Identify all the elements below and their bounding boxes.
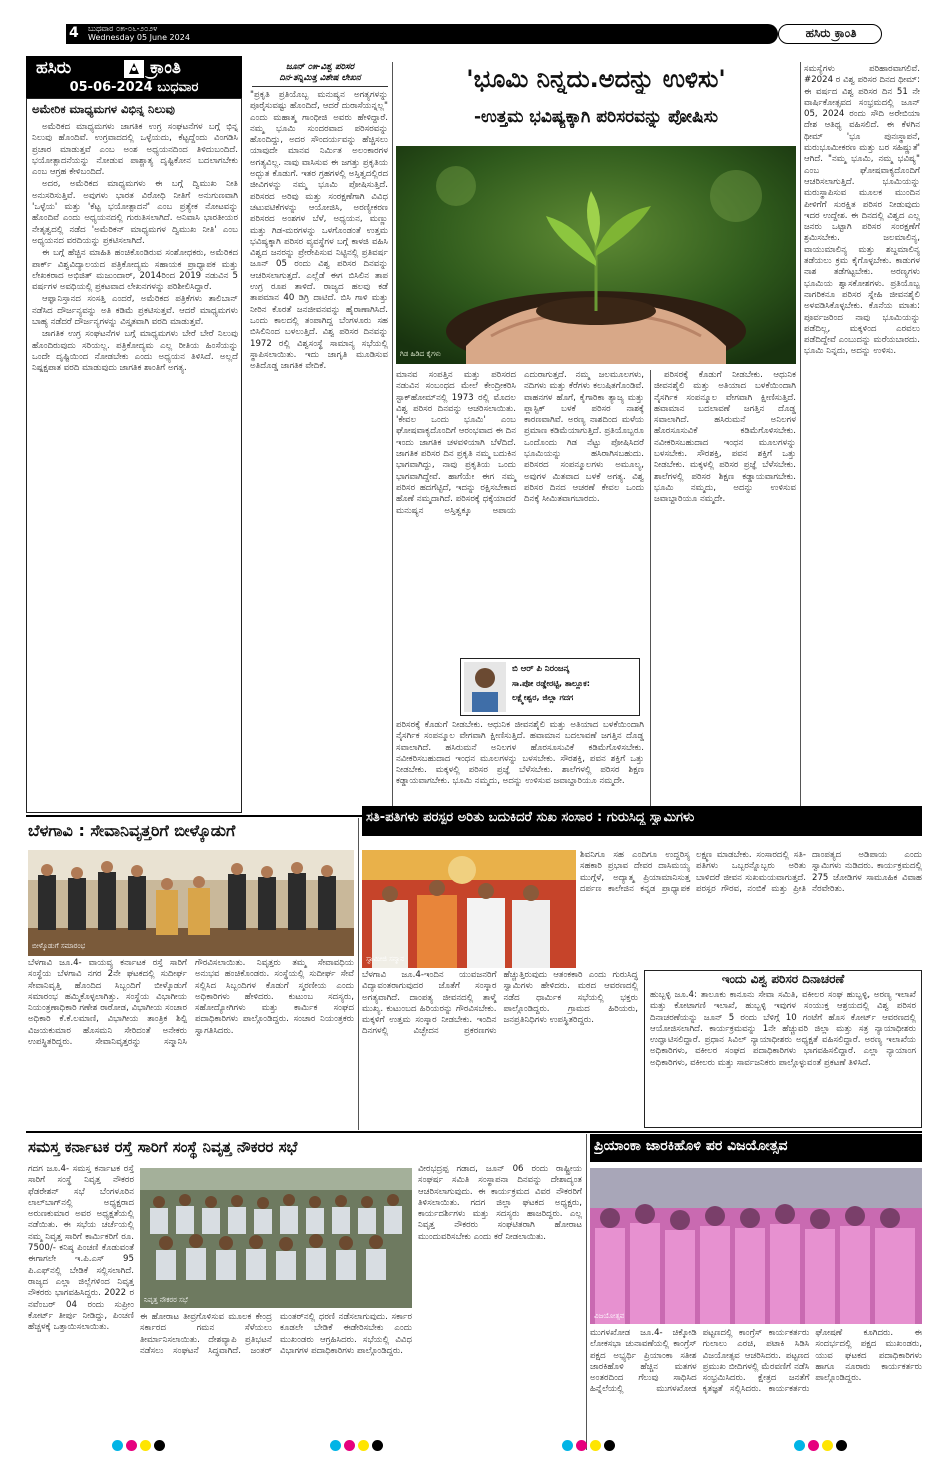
belagavi-body: ಬೆಳಗಾವಿ ಜೂ.4- ವಾಯವ್ಯ ಕರ್ನಾಟಕ ರಸ್ತೆ ಸಾರಿಗೆ ಸಂಸ್ಥೆಯ ಬೆಳಗಾವಿ ನಗರ 2ನೇ ಘಟಕದಲ್ಲಿ ಸುದೀರ್ಘ ಸೇವಾನಿವೃತ್ತಿ ಹೊಂದಿದ ಸಿಬ್ಬಂದಿಗೆ ಬೀಳ್ಕೊಡುಗೆ ಸಮಾರಂಭ ಹಮ್ಮಿಕೊಳ್ಳಲಾಗಿತ್ತು. ಸಂಸ್ಥೆಯ ವಿಭಾಗೀಯ ನಿಯಂತ್ರಣಾಧಿಕಾರಿ ಗಣೇಶ ರಾಠೋಡ, ವಿಭಾಗೀಯ ಸಂಚಾರ ಅಧಿಕಾರಿ ಕೆ.ಕೆ.ಲಮಾಣಿ, ವಿಭಾಗೀಯ ತಾಂತ್ರಿಕ ಶಿಲ್ಪಿ ವಿಜಯಕುಮಾರ ಹೊಸಮನಿ ಸೇರಿದಂತೆ ಅನೇಕರು ಉಪಸ್ಥಿತರಿದ್ದರು. ಸೇವಾನಿವೃತ್ತರನ್ನು ಸನ್ಮಾನಿಸಿ ಗೌರವಿಸಲಾಯಿತು. ನಿವೃತ್ತರು ತಮ್ಮ ಸೇವಾವಧಿಯ ಅನುಭವ ಹಂಚಿಕೊಂಡರು. ಸಂಸ್ಥೆಯಲ್ಲಿ ಸುದೀರ್ಘ ಸೇವೆ ಸಲ್ಲಿಸಿದ ಸಿಬ್ಬಂದಿಗಳ ಕೊಡುಗೆ ಸ್ಮರಣೀಯ ಎಂದು ಅಧಿಕಾರಿಗಳು ಹೇಳಿದರು. ಕುಟುಂಬ ಸದಸ್ಯರು, ಸಹೋದ್ಯೋಗಿಗಳು ಮತ್ತು ಕಾರ್ಮಿಕ ಸಂಘದ ಪದಾಧಿಕಾರಿಗಳು ಪಾಲ್ಗೊಂಡಿದ್ದರು. ಸಂಚಾರ ನಿಯಂತ್ರಕರು ಸ್ವಾಗತಿಸಿದರು.	[28, 958, 354, 1048]
page-number: 4	[69, 25, 79, 41]
guru-headline: ಸತಿ-ಪತಿಗಳು ಪರಸ್ಪರ ಅರಿತು ಬದುಕಿದರೆ ಸುಖ ಸಂಸಾರ : ಗುರುಸಿದ್ಧ ಸ್ವಾಮಿಗಳು	[366, 810, 695, 825]
registration-dot-cyan	[794, 1440, 805, 1451]
editorial-paragraph: ಆಫ್ಘಾನಿಸ್ತಾನದ ಸಂಸತ್ತಿ ಎಂದರೆ, ಅಮೆರಿಕದ ಪತ್ರಿಕೆಗಳು ತಾಲಿಬಾನ್ ನಡೆಸಿದ ದೌರ್ಜನ್ಯವನ್ನು ಅತಿ ಕಡಿಮೆ ಪ್ರಕಟಿಸುತ್ತವೆ. ಆದರೆ ಮಾಧ್ಯಮಗಳು ಬಾಹ್ಯ ನಡೆದರೆ ದೌರ್ಜನ್ಯಗಳನ್ನು ವಿಸ್ತೃತವಾಗಿ ವರದಿ ಮಾಡುತ್ತವೆ.	[32, 294, 238, 328]
env-author-address2: ಲಕ್ಷ್ಮೇಶ್ವರ, ಜಿಲ್ಲಾ ಗದಗ	[512, 693, 574, 702]
registration-dot-black	[372, 1440, 383, 1451]
masthead-name-left: ಹಸಿರು	[36, 58, 72, 78]
registration-dot-black	[154, 1440, 165, 1451]
registration-dot-magenta	[126, 1440, 137, 1451]
env-day-body: ಹುಬ್ಬಳ್ಳಿ ಜೂ.4: ತಾಲೂಕು ಕಾನೂನು ಸೇವಾ ಸಮಿತಿ, ವಕೀಲರ ಸಂಘ ಹುಬ್ಬಳ್ಳಿ, ಅರಣ್ಯ ಇಲಾಖೆ ಮತ್ತು ಕೋಟಾಗಣಿ ಇಲಾಖೆ, ಹುಬ್ಬಳ್ಳಿ ಇವುಗಳ ಸಂಯುಕ್ತ ಆಶ್ರಯದಲ್ಲಿ ವಿಶ್ವ ಪರಿಸರ ದಿನಾಚರಣೆಯನ್ನು ಜೂನ್ 5 ರಂದು ಬೆಳಿಗ್ಗೆ 10 ಗಂಟೆಗೆ ಹೊಸ ಕೋರ್ಟ್ ಆವರಣದಲ್ಲಿ ಆಯೋಜಿಸಲಾಗಿದೆ. ಕಾರ್ಯಕ್ರಮವನ್ನು 1ನೇ ಹೆಚ್ಚುವರಿ ಜಿಲ್ಲಾ ಮತ್ತು ಸತ್ರ ನ್ಯಾಯಾಧೀಶರು ಉದ್ಘಾಟಿಸಲಿದ್ದಾರೆ. ಪ್ರಧಾನ ಸಿವಿಲ್ ನ್ಯಾಯಾಧೀಶರು ಅಧ್ಯಕ್ಷತೆ ವಹಿಸಲಿದ್ದಾರೆ. ಅರಣ್ಯ ಇಲಾಖೆಯ ಅಧಿಕಾರಿಗಳು, ವಕೀಲರ ಸಂಘದ ಪದಾಧಿಕಾರಿಗಳು ಭಾಗವಹಿಸಲಿದ್ದಾರೆ. ಎಲ್ಲಾ ನ್ಯಾಯಾಂಗ ಅಧಿಕಾರಿಗಳು, ವಕೀಲರು ಮತ್ತು ಸಾರ್ವಜನಿಕರು ಪಾಲ್ಗೊಳ್ಳುವಂತೆ ಪ್ರಕಟಣೆ ತಿಳಿಸಿದೆ.	[650, 990, 916, 1068]
env-photo-alt: ಗಿಡ ಹಿಡಿದ ಕೈಗಳು	[400, 350, 441, 358]
priyanka-photo	[590, 1168, 922, 1324]
env-col-rule	[392, 62, 393, 812]
env-col-rule-2	[650, 370, 651, 810]
retired-rule	[586, 1134, 587, 1450]
masthead-date: 05-06-2024 ಬುಧವಾರ	[69, 80, 199, 95]
editorial-title: ಅಮೇರಿಕ ಮಾಧ್ಯಮಗಳ ವಿಭಿನ್ನ ನಿಲುವು	[32, 102, 175, 116]
env-col3: ಪರಿಸರಕ್ಕೆ ಕೊಡುಗೆ ನೀಡಬೇಕು. ಆಧುನಿಕ ಜೀವನಶೈಲಿ ಮತ್ತು ಅತಿಯಾದ ಬಳಕೆಯಿಂದಾಗಿ ನೈಸರ್ಗಿಕ ಸಂಪನ್ಮೂಲ ವೇಗವಾಗಿ ಕ್ಷೀಣಿಸುತ್ತಿದೆ. ಹವಾಮಾನ ಬದಲಾವಣೆ ಜಗತ್ತಿನ ದೊಡ್ಡ ಸವಾಲಾಗಿದೆ. ಹಸಿರುಮನೆ ಅನಿಲಗಳ ಹೊರಸೂಸುವಿಕೆ ಕಡಿಮೆಗೊಳಿಸಬೇಕು. ನವೀಕರಿಸಬಹುದಾದ ಇಂಧನ ಮೂಲಗಳನ್ನು ಬಳಸಬೇಕು. ಸೌರಶಕ್ತಿ, ಪವನ ಶಕ್ತಿಗೆ ಒತ್ತು ನೀಡಬೇಕು. ಮಕ್ಕಳಲ್ಲಿ ಪರಿಸರ ಪ್ರಜ್ಞೆ ಬೆಳೆಸಬೇಕು. ಶಾಲೆಗಳಲ್ಲಿ ಪರಿಸರ ಶಿಕ್ಷಣ ಕಡ್ಡಾಯವಾಗಬೇಕು. ಭೂಮಿ ನಮ್ಮದು, ಅದನ್ನು ಉಳಿಸುವ ಜವಾಬ್ದಾರಿಯೂ ನಮ್ಮದೇ.	[396, 720, 644, 787]
registration-dot-black	[604, 1440, 615, 1451]
belagavi-photo	[28, 850, 354, 956]
priyanka-body: ಮುಗಳಖೋಡ ಜೂ.4- ಚಿಕ್ಕೋಡಿ ಲೋಕಸಭಾ ಚುನಾವಣೆಯಲ್ಲಿ ಕಾಂಗ್ರೆಸ್ ಪಕ್ಷದ ಅಭ್ಯರ್ಥಿ ಪ್ರಿಯಾಂಕಾ ಸತೀಶ ಜಾರಕಿಹೊಳಿ ಹೆಚ್ಚಿನ ಮತಗಳ ಅಂತರದಿಂದ ಗೆಲುವು ಸಾಧಿಸಿದ ಹಿನ್ನೆಲೆಯಲ್ಲಿ ಮುಗಳಖೋಡ ಪಟ್ಟಣದಲ್ಲಿ ಕಾಂಗ್ರೆಸ್ ಕಾರ್ಯಕರ್ತರು ಗುಲಾಲು ಎರಚಿ, ಪಟಾಕಿ ಸಿಡಿಸಿ ವಿಜಯೋತ್ಸವ ಆಚರಿಸಿದರು. ಪಟ್ಟಣದ ಪ್ರಮುಖ ಬೀದಿಗಳಲ್ಲಿ ಮೆರವಣಿಗೆ ನಡೆಸಿ ಸಂಭ್ರಮಿಸಿದರು. ಕ್ಷೇತ್ರದ ಜನತೆಗೆ ಕೃತಜ್ಞತೆ ಸಲ್ಲಿಸಿದರು. ಕಾರ್ಯಕರ್ತರು ಘೋಷಣೆ ಕೂಗಿದರು. ಈ ಸಂದರ್ಭದಲ್ಲಿ ಪಕ್ಷದ ಮುಖಂಡರು, ಯುವ ಘಟಕದ ಪದಾಧಿಕಾರಿಗಳು ಹಾಗೂ ನೂರಾರು ಕಾರ್ಯಕರ್ತರು ಪಾಲ್ಗೊಂಡಿದ್ದರು.	[590, 1328, 922, 1395]
editorial-paragraph: ಈ ಬಗ್ಗೆ ಹೆಚ್ಚಿನ ಮಾಹಿತಿ ಹಂಚಿಕೊಂಡಿರುವ ಸಂಶೋಧಕರು, ಅಮೆರಿಕದ ಪಾರ್ಕ್ ವಿಶ್ವವಿದ್ಯಾಲಯದ ಪತ್ರಿಕೋದ್ಯಮ ಸಹಾಯಕ ಪ್ರಾಧ್ಯಾಪಕ ಮತ್ತು ಲೇಖಕರಾದ ಅಭಿಜಿತ್ ಮಜುಂದಾರ್, 2014ರಿಂದ 2019 ನಡುವಿನ 5 ವರ್ಷಗಳ ಅವಧಿಯಲ್ಲಿ ಪ್ರಕಟವಾದ ಲೇಖನಗಳನ್ನು ಪರಿಶೀಲಿಸಿದ್ದಾರೆ.	[32, 248, 238, 293]
env-subhead: -ಉತ್ತಮ ಭವಿಷ್ಯಕ್ಕಾಗಿ ಪರಿಸರವನ್ನು ಪೋಷಿಸು	[473, 107, 719, 127]
registration-dot-yellow	[822, 1440, 833, 1451]
env-col4: ಸಮಸ್ಯೆಗಳು ಪರಿಹಾರವಾಗಲಿವೆ. #2024 ರ ವಿಶ್ವ ಪರಿಸರ ದಿನದ ಥೀಮ್: ಈ ವರ್ಷದ ವಿಶ್ವ ಪರಿಸರ ದಿನ 51 ನೇ ವಾರ್ಷಿಕೋತ್ಸವದ ಸಂಭ್ರಮದಲ್ಲಿ ಜೂನ್ 05, 2024 ರಂದು ಸೌದಿ ಅರೇಬಿಯಾ ದೇಶ ಆತಿಥ್ಯ ವಹಿಸಲಿದೆ. ಈ ಕೆಳಗಿನ ಥೀಮ್ 'ಭೂ ಪುನಃಸ್ಥಾಪನೆ, ಮರುಭೂಮೀಕರಣ ಮತ್ತು ಬರ ಸಹಿಷ್ಣುತೆ' ಆಗಿದೆ. "ನಮ್ಮ ಭೂಮಿ, ನಮ್ಮ ಭವಿಷ್ಯ" ಎಂಬ ಘೋಷವಾಕ್ಯದೊಂದಿಗೆ ಆಚರಿಸಲಾಗುತ್ತಿದೆ. ಭೂಮಿಯನ್ನು ಮರುಸ್ಥಾಪಿಸುವ ಮೂಲಕ ಮುಂದಿನ ಪೀಳಿಗೆಗೆ ಸುರಕ್ಷಿತ ಪರಿಸರ ನೀಡುವುದು ಇದರ ಉದ್ದೇಶ. ಈ ದಿನದಲ್ಲಿ ವಿಶ್ವದ ಎಲ್ಲ ಜನರು ಒಟ್ಟಾಗಿ ಪರಿಸರ ಸಂರಕ್ಷಣೆಗೆ ಶ್ರಮಿಸಬೇಕು. ಜಲಮಾಲಿನ್ಯ, ವಾಯುಮಾಲಿನ್ಯ ಮತ್ತು ಶಬ್ದಮಾಲಿನ್ಯ ತಡೆಯಲು ಕ್ರಮ ಕೈಗೊಳ್ಳಬೇಕು. ಕಾಡುಗಳ ನಾಶ ತಡೆಗಟ್ಟಬೇಕು. ಅರಣ್ಯಗಳು ಭೂಮಿಯ ಶ್ವಾಸಕೋಶಗಳು. ಪ್ರತಿಯೊಬ್ಬ ನಾಗರಿಕನೂ ಪರಿಸರ ಸ್ನೇಹಿ ಜೀವನಶೈಲಿ ಅಳವಡಿಸಿಕೊಳ್ಳಬೇಕು. ಕೊನೆಯ ಮಾತು: ಪೂರ್ವಜರಿಂದ ನಾವು ಭೂಮಿಯನ್ನು ಪಡೆದಿಲ್ಲ, ಮಕ್ಕಳಿಂದ ಎರವಲು ಪಡೆದಿದ್ದೇವೆ ಎಂಬುದನ್ನು ಮರೆಯಬಾರದು. ಭೂಮಿ ನಿನ್ನದು, ಅದನ್ನು ಉಳಿಸು.	[804, 64, 920, 357]
section-rule-2	[26, 1131, 922, 1133]
masthead-logo-icon	[124, 60, 144, 78]
env-author-address1: ಸಾ.ಪೋ ರಡ್ಡೇರಟ್ಟಿ, ತಾಲ್ಲೂಕ:	[512, 679, 590, 688]
env-kicker-line2: ದಿನ-ತನ್ನಿಮಿತ್ತ ವಿಶೇಷ ಲೇಖನ	[279, 73, 361, 83]
editorial-paragraph: ಅಮೆರಿಕದ ಮಾಧ್ಯಮಗಳು ಜಾಗತಿಕ ಉಗ್ರ ಸಂಘಟನೆಗಳ ಬಗ್ಗೆ ಭಿನ್ನ ನಿಲುವು ಹೊಂದಿವೆ. ಉಗ್ರವಾದದಲ್ಲಿ ಒಳ್ಳೆಯದು, ಕೆಟ್ಟದ್ದೆಂದು ವಿಂಗಡಿಸಿ ಪ್ರಚಾರ ಮಾಡುತ್ತವೆ ಎಂಬ ಅಂಶ ಅಧ್ಯಯನದಿಂದ ತಿಳಿದುಬಂದಿದೆ. ಭಯೋತ್ಪಾದನೆಯನ್ನು ನೋಡುವ ಪಾಶ್ಚಾತ್ಯ ದೃಷ್ಟಿಕೋನ ಬದಲಾಗಬೇಕು ಎಂಬ ಆಗ್ರಹ ಕೇಳಿಬಂದಿದೆ.	[32, 122, 238, 178]
masthead	[26, 56, 242, 98]
belagavi-rule	[358, 818, 359, 1130]
env-kicker-line1: ಜೂನ್ ೦೫-ವಿಶ್ವ ಪರಿಸರ	[285, 62, 355, 72]
registration-dot-cyan	[330, 1440, 341, 1451]
retired-col2: ಈ ಹೋರಾಟ ತೀವ್ರಗೊಳಿಸುವ ಮೂಲಕ ಕೇಂದ್ರ ಸರ್ಕಾರದ ಗಮನ ಸೆಳೆಯಲು ತೀರ್ಮಾನಿಸಲಾಯಿತು. ದೇಶವ್ಯಾಪಿ ಪ್ರತಿಭಟನೆ ನಡೆಸಲು ಸಂಘಟನೆ ಸಿದ್ಧವಾಗಿದೆ. ಜಂತರ್ ಮಂತರ್‌ನಲ್ಲಿ ಧರಣಿ ನಡೆಸಲಾಗುವುದು. ಸರ್ಕಾರ ಕೂಡಲೇ ಬೇಡಿಕೆ ಈಡೇರಿಸಬೇಕು ಎಂದು ಮುಖಂಡರು ಆಗ್ರಹಿಸಿದರು. ಸಭೆಯಲ್ಲಿ ವಿವಿಧ ವಿಭಾಗಗಳ ಪದಾಧಿಕಾರಿಗಳು ಪಾಲ್ಗೊಂಡಿದ್ದರು.	[140, 1312, 412, 1356]
env-col2: ಮಾನವ ಸಂಪತ್ತಿನ ಮತ್ತು ಪರಿಸರದ ನಡುವಿನ ಸಂಬಂಧದ ಮೇಲೆ ಕೇಂದ್ರೀಕರಿಸಿ ಸ್ಟಾಕ್‌ಹೋಮ್‌ನಲ್ಲಿ 1973 ರಲ್ಲಿ ಮೊದಲ ವಿಶ್ವ ಪರಿಸರ ದಿನವನ್ನು ಆಚರಿಸಲಾಯಿತು. 'ಕೇವಲ ಒಂದು ಭೂಮಿ' ಎಂಬ ಘೋಷವಾಕ್ಯದೊಂದಿಗೆ ಆರಂಭವಾದ ಈ ದಿನ ಇಂದು ಜಾಗತಿಕ ಚಳವಳಿಯಾಗಿ ಬೆಳೆದಿದೆ. ಜಾಗತಿಕ ಪರಿಸರ ದಿನ ಪ್ರಕೃತಿ ನಮ್ಮ ಬದುಕಿನ ಭಾಗವಾಗಿದ್ದು, ನಾವು ಪ್ರಕೃತಿಯ ಒಂದು ಭಾಗವಾಗಿದ್ದೇವೆ. ಹಾಗೆಯೇ ಈಗ ನಮ್ಮ ಪರಿಸರ ಹದಗೆಟ್ಟಿದೆ, ಇದನ್ನು ರಕ್ಷಿಸಬೇಕಾದ ಹೊಣೆ ನಮ್ಮದಾಗಿದೆ. ಪರಿಸರಕ್ಕೆ ಧಕ್ಕೆಯಾದರೆ ಮನುಷ್ಯನ ಅಸ್ತಿತ್ವಕ್ಕೂ ಅಪಾಯ ಎದುರಾಗುತ್ತದೆ. ನಮ್ಮ ಜಲಮೂಲಗಳು, ನದಿಗಳು ಮತ್ತು ಕೆರೆಗಳು ಕಲುಷಿತಗೊಂಡಿವೆ. ವಾಹನಗಳ ಹೊಗೆ, ಕೈಗಾರಿಕಾ ತ್ಯಾಜ್ಯ ಮತ್ತು ಪ್ಲಾಸ್ಟಿಕ್ ಬಳಕೆ ಪರಿಸರ ನಾಶಕ್ಕೆ ಕಾರಣವಾಗಿವೆ. ಅರಣ್ಯ ನಾಶದಿಂದ ಮಳೆಯ ಪ್ರಮಾಣ ಕಡಿಮೆಯಾಗುತ್ತಿದೆ. ಪ್ರತಿಯೊಬ್ಬರೂ ಒಂದೊಂದು ಗಿಡ ನೆಟ್ಟು ಪೋಷಿಸಿದರೆ ಭೂಮಿಯನ್ನು ಹಸಿರಾಗಿಸಬಹುದು. ಪರಿಸರದ ಸಂಪನ್ಮೂಲಗಳು ಅಮೂಲ್ಯ, ಅವುಗಳ ಮಿತವಾದ ಬಳಕೆ ಅಗತ್ಯ. ವಿಶ್ವ ಪರಿಸರ ದಿನದ ಆಚರಣೆ ಕೇವಲ ಒಂದು ದಿನಕ್ಕೆ ಸೀಮಿತವಾಗಬಾರದು.	[396, 370, 644, 516]
header-date-en: Wednesday 05 June 2024	[88, 33, 190, 42]
retired-col1: ಗದಗ ಜೂ.4- ಸಮಸ್ತ ಕರ್ನಾಟಕ ರಸ್ತೆ ಸಾರಿಗೆ ಸಂಸ್ಥೆ ನಿವೃತ್ತ ನೌಕರರ ಫೆಡರೇಶನ್ ಸಭೆ ಬೆಂಗಳೂರಿನ ಲಾಲ್‌ಬಾಗ್‌ನಲ್ಲಿ ಅಧ್ಯಕ್ಷರಾದ ಅರುಣಕುಮಾರ ಅವರ ಅಧ್ಯಕ್ಷತೆಯಲ್ಲಿ ನಡೆಯಿತು. ಈ ಸಭೆಯ ಚರ್ಚೆಯಲ್ಲಿ ನಮ್ಮ ನಿವೃತ್ತ ಸಾರಿಗೆ ಕಾರ್ಮಿಕರಿಗೆ ರೂ. 7500/- ಕನಿಷ್ಠ ಪಿಂಚಣಿ ಕೊಡುವಂತೆ ಈಗಾಗಲೇ ಇ.ಪಿ.ಎಸ್ 95 ಪಿ.ಎಫ್‌ನಲ್ಲಿ ಬೇಡಿಕೆ ಸಲ್ಲಿಸಲಾಗಿದೆ. ರಾಜ್ಯದ ಎಲ್ಲಾ ಜಿಲ್ಲೆಗಳಿಂದ ನಿವೃತ್ತ ನೌಕರರು ಭಾಗವಹಿಸಿದ್ದರು. 2022 ರ ನವೆಂಬರ್ 04 ರಂದು ಸುಪ್ರೀಂ ಕೋರ್ಟ್ ತೀರ್ಪು ನೀಡಿದ್ದು, ಪಿಂಚಣಿ ಹೆಚ್ಚಳಕ್ಕೆ ಒತ್ತಾಯಿಸಲಾಯಿತು.	[28, 1164, 134, 1333]
priyanka-photo-alt: ವಿಜಯೋತ್ಸವ	[594, 1312, 625, 1320]
editorial-paragraph: ಜಾಗತಿಕ ಉಗ್ರ ಸಂಘಟನೆಗಳ ಬಗ್ಗೆ ಮಾಧ್ಯಮಗಳು ಬೇರೆ ಬೇರೆ ನಿಲುವು ಹೊಂದಿರುವುದು ಸರಿಯಲ್ಲ. ಪತ್ರಿಕೋದ್ಯಮ ಎಲ್ಲ ರೀತಿಯ ಹಿಂಸೆಯನ್ನು ಒಂದೇ ದೃಷ್ಟಿಯಿಂದ ನೋಡಬೇಕು ಎಂದು ಅಧ್ಯಯನ ತಿಳಿಸಿದೆ. ಅಲ್ಲದೆ ನಿಷ್ಪಕ್ಷಪಾತ ವರದಿ ಮಾಡುವುದು ಜಾಗತಿಕ ಶಾಂತಿಗೆ ಅಗತ್ಯ.	[32, 329, 238, 374]
belagavi-photo-alt: ಬೀಳ್ಕೊಡುಗೆ ಸಮಾರಂಭ	[32, 942, 86, 950]
env-author-name: ಬಿ ಆರ್ ಪಿ ನಿರಂಜನ್ಕ	[512, 664, 570, 674]
priyanka-headline: ಪ್ರಿಯಾಂಕಾ ಜಾರಕಿಹೊಳಿ ಪರ ವಿಜಯೋತ್ಸವ	[594, 1138, 788, 1154]
env-col-rule-3	[800, 62, 801, 812]
registration-dot-cyan	[562, 1440, 573, 1451]
retired-photo	[140, 1168, 412, 1308]
belagavi-headline: ಬೆಳಗಾವಿ : ಸೇವಾನಿವೃತ್ತರಿಗೆ ಬೀಳ್ಕೊಡುಗೆ	[28, 821, 236, 840]
env-kicker	[250, 62, 390, 84]
editorial-body	[32, 122, 238, 808]
registration-dot-yellow	[590, 1440, 601, 1451]
registration-dot-cyan	[112, 1440, 123, 1451]
env-kicker-rule	[252, 86, 388, 87]
env-author-photo	[464, 662, 506, 712]
guru-body1: ಶಿವನಿಗೂ ಸಹ ಎಂದಿಗೂ ಉದ್ದರಿಸ್ಯ ಸಹಕಾರಿ ಪ್ರಭಾವ ದೇವರ ದಾಸಿಮಯ್ಯ ಮುಗ್ಗೆಳೆ, ಅದ್ಯಾತ್ಮ ಪ್ರಿಯಾಮಾನಿಸುತ್ತ ದರ್ಪಣ ಕಾಲೇಜಿನ ಕನ್ನಡ ಪ್ರಾಧ್ಯಾಪಕ ಲಕ್ಷ್ಮಣ ಮಾಡಬೇಕು. ಸಂಸಾರದಲ್ಲಿ ಸತಿ-ಪತಿಗಳು ಒಬ್ಬರನ್ನೊಬ್ಬರು ಅರಿತು ಬಾಳಿದರೆ ಜೀವನ ಸುಖಮಯವಾಗುತ್ತದೆ. ಪರಸ್ಪರ ಗೌರವ, ನಂಬಿಕೆ ಮತ್ತು ಪ್ರೀತಿ ದಾಂಪತ್ಯದ ಅಡಿಪಾಯ ಎಂದು ಸ್ವಾಮಿಗಳು ನುಡಿದರು. ಕಾರ್ಯಕ್ರಮದಲ್ಲಿ 275 ಜೋಡಿಗಳ ಸಾಮೂಹಿಕ ವಿವಾಹ ನೆರವೇರಿತು.	[580, 850, 922, 894]
retired-photo-alt: ನಿವೃತ್ತ ನೌಕರರ ಸಭೆ	[144, 1296, 188, 1304]
header-date-kn: ಬುಧವಾರ ೦೫-೦೬-೨೦೨೪	[88, 24, 158, 33]
registration-dot-magenta	[808, 1440, 819, 1451]
env-day-headline: ಇಂದು ವಿಶ್ವ ಪರಿಸರ ದಿನಾಚರಣೆ	[721, 972, 845, 986]
editorial-paragraph: ಅದರ, ಅಮೆರಿಕದ ಮಾಧ್ಯಮಗಳು ಈ ಬಗ್ಗೆ ದ್ವಿಮುಖ ನೀತಿ ಅನುಸರಿಸುತ್ತಿವೆ. ಅವುಗಳು ಭಾರತ ವಿರೋಧಿ ನೀತಿಗೆ ಅನುಗುಣವಾಗಿ 'ಒಳ್ಳೆಯ' ಮತ್ತು 'ಕೆಟ್ಟ ಭಯೋತ್ಪಾದನೆ' ಎಂಬ ಪ್ರತ್ಯೇಕ ನೋಟವನ್ನು ಹೊಂದಿವೆ ಎಂದು ಅಧ್ಯಯನದಲ್ಲಿ ಗುರುತಿಸಲಾಗಿದೆ. ಅನಿವಾಸಿ ಭಾರತೀಯರ ನೇತೃತ್ವದಲ್ಲಿ ನಡೆದ 'ಅಮೆರಿಕನ್ ಮಾಧ್ಯಮಗಳ ದ್ವಿಮುಖ ನೀತಿ' ಎಂಬ ಅಧ್ಯಯನದ ವರದಿಯನ್ನು ಪ್ರಕಟಿಸಲಾಗಿದೆ.	[32, 179, 238, 246]
masthead-name-right: ಕ್ರಾಂತಿ	[150, 58, 181, 78]
env-col4-more: ಪರಿಸರಕ್ಕೆ ಕೊಡುಗೆ ನೀಡಬೇಕು. ಆಧುನಿಕ ಜೀವನಶೈಲಿ ಮತ್ತು ಅತಿಯಾದ ಬಳಕೆಯಿಂದಾಗಿ ನೈಸರ್ಗಿಕ ಸಂಪನ್ಮೂಲ ವೇಗವಾಗಿ ಕ್ಷೀಣಿಸುತ್ತಿದೆ. ಹವಾಮಾನ ಬದಲಾವಣೆ ಜಗತ್ತಿನ ದೊಡ್ಡ ಸವಾಲಾಗಿದೆ. ಹಸಿರುಮನೆ ಅನಿಲಗಳ ಹೊರಸೂಸುವಿಕೆ ಕಡಿಮೆಗೊಳಿಸಬೇಕು. ನವೀಕರಿಸಬಹುದಾದ ಇಂಧನ ಮೂಲಗಳನ್ನು ಬಳಸಬೇಕು. ಸೌರಶಕ್ತಿ, ಪವನ ಶಕ್ತಿಗೆ ಒತ್ತು ನೀಡಬೇಕು. ಮಕ್ಕಳಲ್ಲಿ ಪರಿಸರ ಪ್ರಜ್ಞೆ ಬೆಳೆಸಬೇಕು. ಶಾಲೆಗಳಲ್ಲಿ ಪರಿಸರ ಶಿಕ್ಷಣ ಕಡ್ಡಾಯವಾಗಬೇಕು. ಭೂಮಿ ನಮ್ಮದು, ಅದನ್ನು ಉಳಿಸುವ ಜವಾಬ್ದಾರಿಯೂ ನಮ್ಮದೇ.	[654, 370, 796, 505]
env-col4-continued	[654, 370, 796, 810]
header-paper-name: ಹಸಿರು ಕ್ರಾಂತಿ	[805, 26, 857, 40]
registration-dot-black	[836, 1440, 847, 1451]
guru-photo	[362, 850, 576, 968]
registration-dot-magenta	[344, 1440, 355, 1451]
registration-dot-yellow	[358, 1440, 369, 1451]
top-header	[0, 0, 945, 46]
retired-col3: ವೀರಭದ್ರಪ್ಪ ಗಡಾದ, ಜೂನ್ 06 ರಂದು ರಾಷ್ಟ್ರೀಯ ಸಂಘರ್ಷ ಸಮಿತಿ ಸಂಸ್ಥಾಪನಾ ದಿನವನ್ನು ದೇಶಾದ್ಯಂತ ಆಚರಿಸಲಾಗುವುದು. ಈ ಕಾರ್ಯಕ್ರಮದ ವಿವರ ನೌಕರರಿಗೆ ತಿಳಿಸಲಾಯಿತು. ಗದಗ ಜಿಲ್ಲಾ ಘಟಕದ ಅಧ್ಯಕ್ಷರು, ಕಾರ್ಯದರ್ಶಿಗಳು ಮತ್ತು ಸದಸ್ಯರು ಹಾಜರಿದ್ದರು. ಎಲ್ಲ ನಿವೃತ್ತ ನೌಕರರು ಸಂಘಟಿತರಾಗಿ ಹೋರಾಟ ಮುಂದುವರಿಸಬೇಕು ಎಂದು ಕರೆ ನೀಡಲಾಯಿತು.	[418, 1164, 582, 1242]
env-col1: "ಪ್ರಕೃತಿ ಪ್ರತಿಯೊಬ್ಬ ಮನುಷ್ಯನ ಅಗತ್ಯಗಳನ್ನು ಪೂರೈಸುವಷ್ಟು ಹೊಂದಿದೆ, ಆದರೆ ದುರಾಸೆಯನ್ನಲ್ಲ" ಎಂದು ಮಹಾತ್ಮ ಗಾಂಧೀಜಿ ಅವರು ಹೇಳಿದ್ದಾರೆ. ನಮ್ಮ ಭೂಮಿ ಸುಂದರವಾದ ಪರಿಸರವನ್ನು ಹೊಂದಿದ್ದು, ಅದರ ಸೌಂದರ್ಯವನ್ನು ಹೆಚ್ಚಿಸಲು ಯಾವುದೇ ಮಾನವ ನಿರ್ಮಿತ ಅಲಂಕಾರಗಳ ಅಗತ್ಯವಿಲ್ಲ. ನಾವು ವಾಸಿಸುವ ಈ ಜಗತ್ತು ಪ್ರಕೃತಿಯ ಅದ್ಭುತ ಕೊಡುಗೆ. ಇತರ ಗ್ರಹಗಳಲ್ಲಿ ಅಸ್ತಿತ್ವದಲ್ಲಿರದ ಜೀವಿಗಳನ್ನು ನಮ್ಮ ಭೂಮಿ ಪೋಷಿಸುತ್ತಿದೆ. ಪರಿಸರದ ಅರಿವು ಮತ್ತು ಸಂರಕ್ಷಣೆಗಾಗಿ ವಿವಿಧ ಚಟುವಟಿಕೆಗಳನ್ನು ಆಯೋಜಿಸಿ, ಅರಣ್ಯೀಕರಣ ಪರಿಸರದ ಅಂಶಗಳ ಬೆಳೆ, ಅಧ್ಯಯನ, ಮಣ್ಣು ಮತ್ತು ಗಿಡ-ಮರಗಳನ್ನು ಒಳಗೊಂಡಂತೆ ಉತ್ತಮ ಭವಿಷ್ಯಕ್ಕಾಗಿ ಪರಿಸರ ವ್ಯವಸ್ಥೆಗಳ ಬಗ್ಗೆ ಕಾಳಜಿ ವಹಿಸಿ ವಿಶ್ವದ ಜನರನ್ನು ಪ್ರೇರೇಪಿಸುವ ನಿಟ್ಟಿನಲ್ಲಿ ಪ್ರತಿವರ್ಷ ಜೂನ್ 05 ರಂದು ವಿಶ್ವ ಪರಿಸರ ದಿನವನ್ನು ಆಚರಿಸಲಾಗುತ್ತದೆ. ಎಲ್ಲೆಡೆ ಈಗ ಬಿಸಿಲಿನ ತಾಪ ಉಗ್ರ ರೂಪ ತಾಳಿದೆ. ರಾಜ್ಯದ ಹಲವು ಕಡೆ ತಾಪಮಾನ 40 ಡಿಗ್ರಿ ದಾಟಿದೆ. ಬಿಸಿ ಗಾಳಿ ಮತ್ತು ನೀರಿನ ಕೊರತೆ ಜನಜೀವನವನ್ನು ಹೈರಾಣಾಗಿಸಿದೆ. ಒಂದು ಕಾಲದಲ್ಲಿ ತಂಪಾಗಿದ್ದ ಬೆಂಗಳೂರು ಸಹ ಬಿಸಿಲಿನಿಂದ ಬಳಲುತ್ತಿದೆ. ವಿಶ್ವ ಪರಿಸರ ದಿನವನ್ನು 1972 ರಲ್ಲಿ ವಿಶ್ವಸಂಸ್ಥೆ ಸಾಮಾನ್ಯ ಸಭೆಯಲ್ಲಿ ಸ್ಥಾಪಿಸಲಾಯಿತು. ಇದು ಜಾಗೃತಿ ಮೂಡಿಸುವ ಅತಿದೊಡ್ಡ ಜಾಗತಿಕ ವೇದಿಕೆ.	[250, 90, 388, 372]
env-photo	[396, 146, 796, 364]
registration-dot-magenta	[576, 1440, 587, 1451]
env-headline: 'ಭೂಮಿ ನಿನ್ನದು.ಅದನ್ನು ಉಳಿಸು'	[466, 65, 726, 93]
guru-body2: ಬೆಳಗಾವಿ ಜೂ.4-ಇಂದಿನ ಯುವಜನರಿಗೆ ವಿದ್ಯಾವಂತರಾಗುವುದರ ಜೊತೆಗೆ ಸಂಸ್ಕಾರ ಅಗತ್ಯವಾಗಿದೆ. ದಾಂಪತ್ಯ ಜೀವನದಲ್ಲಿ ತಾಳ್ಮೆ ಮುಖ್ಯ. ಕುಟುಂಬದ ಹಿರಿಯರನ್ನು ಗೌರವಿಸಬೇಕು. ಮಕ್ಕಳಿಗೆ ಉತ್ತಮ ಸಂಸ್ಕಾರ ನೀಡಬೇಕು. ಇಂದಿನ ದಿನಗಳಲ್ಲಿ ವಿಚ್ಛೇದನ ಪ್ರಕರಣಗಳು ಹೆಚ್ಚುತ್ತಿರುವುದು ಆತಂಕಕಾರಿ ಎಂದು ಗುರುಸಿದ್ಧ ಸ್ವಾಮಿಗಳು ಹೇಳಿದರು. ಮಠದ ಆವರಣದಲ್ಲಿ ನಡೆದ ಧಾರ್ಮಿಕ ಸಭೆಯಲ್ಲಿ ಭಕ್ತರು ಪಾಲ್ಗೊಂಡಿದ್ದರು. ಗ್ರಾಮದ ಹಿರಿಯರು, ಜನಪ್ರತಿನಿಧಿಗಳು ಉಪಸ್ಥಿತರಿದ್ದರು.	[362, 970, 638, 1037]
registration-dot-yellow	[140, 1440, 151, 1451]
retired-headline: ಸಮಸ್ತ ಕರ್ನಾಟಕ ರಸ್ತೆ ಸಾರಿಗೆ ಸಂಸ್ಥೆ ನಿವೃತ್ತ ನೌಕರರ ಸಭೆ	[28, 1138, 298, 1156]
guru-photo-alt: ಸ್ವಾಮೀಜಿ ಸನ್ಮಾನ	[366, 955, 405, 963]
